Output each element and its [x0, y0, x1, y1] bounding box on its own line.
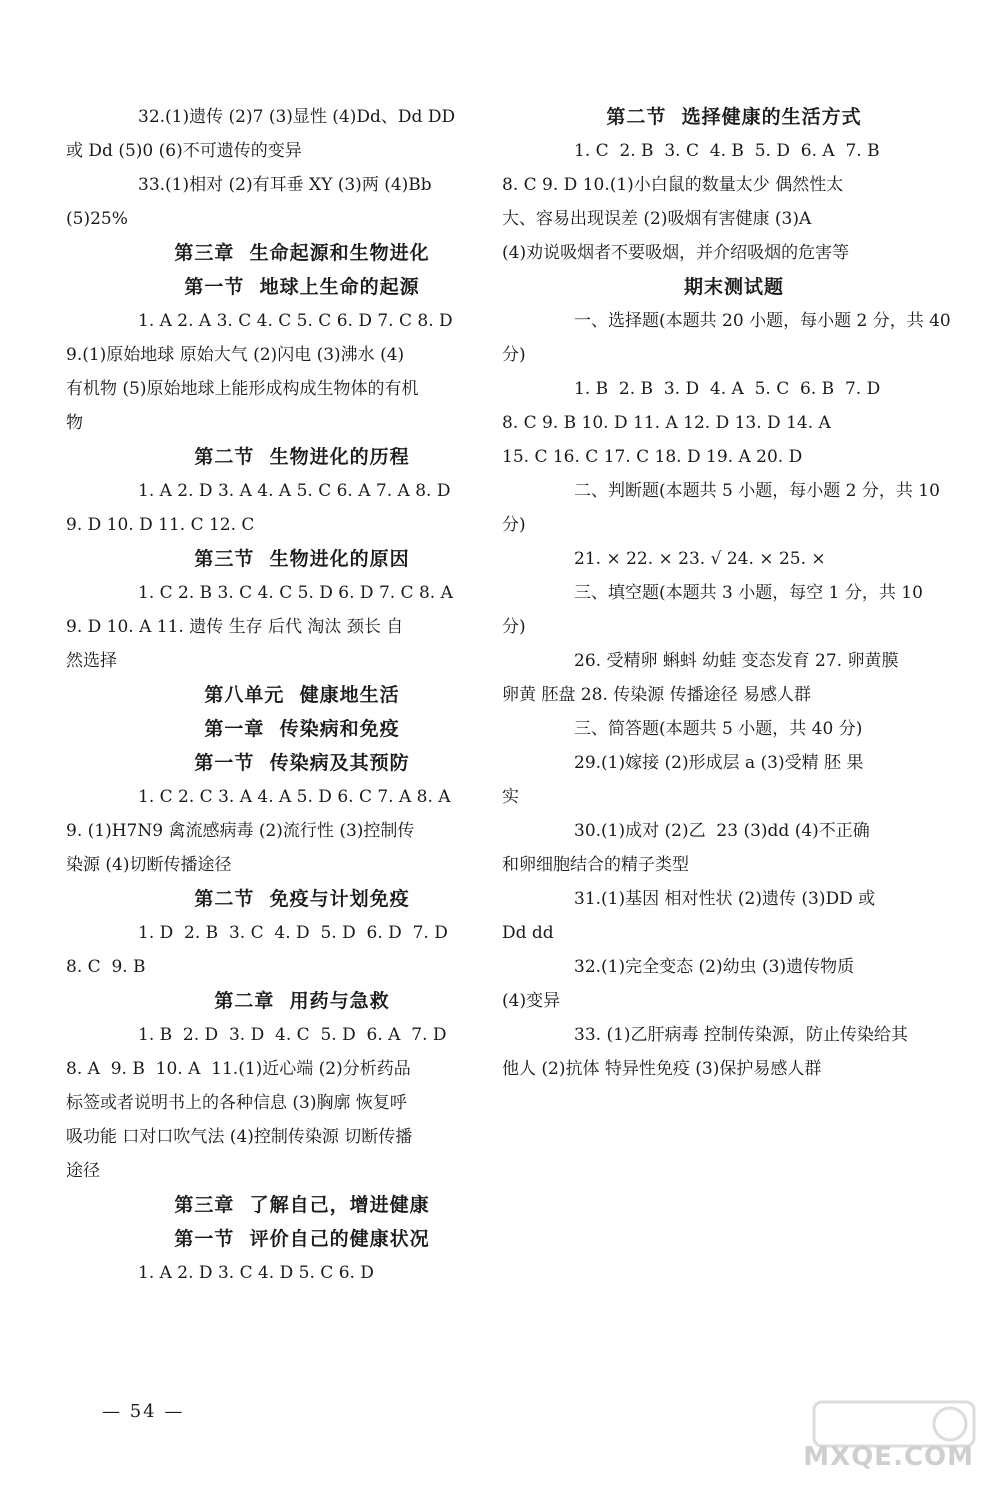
- answer-line: 33. (1)乙肝病毒 控制传染源，防止传染给其: [574, 1025, 908, 1045]
- section-heading: 第一节 评价自己的健康状况: [174, 1228, 430, 1250]
- section-heading: 第一节 地球上生命的起源: [184, 276, 420, 298]
- answer-line: 和卵细胞结合的精子类型: [502, 855, 689, 875]
- answer-line: 二、判断题(本题共 5 小题，每小题 2 分，共 10: [574, 481, 940, 501]
- answer-line: 物: [66, 413, 83, 433]
- answer-paragraph: [102, 1256, 502, 1290]
- answer-line: 8. A 9. B 10. A 11.(1)近心端 (2)分析药品: [66, 1059, 411, 1079]
- answer-line: 或 Dd (5)0 (6)不可遗传的变异: [66, 141, 302, 161]
- answer-line: 然选择: [66, 651, 117, 671]
- watermark-text: MXQE.COM: [803, 1442, 974, 1472]
- answer-line: 三、填空题(本题共 3 小题，每空 1 分，共 10: [574, 583, 923, 603]
- answer-line: 有机物 (5)原始地球上能形成构成生物体的有机: [66, 379, 419, 399]
- answer-line: 分): [502, 617, 526, 637]
- answer-line: (5)25%: [66, 209, 128, 229]
- answer-line: 实: [502, 787, 519, 807]
- answer-line: 分): [502, 345, 526, 365]
- answer-line: 26. 受精卵 蝌蚪 幼蛙 变态发育 27. 卵黄膜: [574, 651, 899, 671]
- answer-paragraph: [502, 814, 930, 882]
- answer-line: 标签或者说明书上的各种信息 (3)胸廓 恢复呼: [66, 1093, 407, 1113]
- answer-line: 1. B 2. B 3. D 4. A 5. C 6. B 7. D: [574, 379, 881, 399]
- page-number: — 54 —: [102, 1401, 185, 1422]
- answer-line: 大、容易出现误差 (2)吸烟有害健康 (3)A: [502, 209, 812, 229]
- answer-paragraph: [502, 746, 930, 814]
- section-heading: 第一章 传染病和免疫: [204, 718, 400, 740]
- section-heading: 期末测试题: [683, 276, 784, 298]
- answer-line: 三、简答题(本题共 5 小题，共 40 分): [574, 719, 863, 739]
- answer-line: 32.(1)遗传 (2)7 (3)显性 (4)Dd、Dd DD: [138, 107, 456, 127]
- answer-paragraph: [502, 1018, 930, 1086]
- answer-paragraph: [502, 950, 930, 1018]
- answer-paragraph: [66, 576, 502, 678]
- answer-line: 29.(1)嫁接 (2)形成层 a (3)受精 胚 果: [574, 753, 864, 773]
- section-heading: 第三节 生物进化的原因: [194, 548, 410, 570]
- section-heading: 第三章 了解自己，增进健康: [174, 1194, 430, 1216]
- answer-line: 1. D 2. B 3. C 4. D 5. D 6. D 7. D: [138, 923, 448, 943]
- section-heading: 第二节 生物进化的历程: [194, 446, 410, 468]
- right-column: [502, 100, 951, 1086]
- answer-paragraph: [502, 372, 930, 474]
- answer-line: 一、选择题(本题共 20 小题，每小题 2 分，共 40: [574, 311, 951, 331]
- answer-line: 30.(1)成对 (2)乙 23 (3)dd (4)不正确: [574, 821, 870, 841]
- section-heading: 第二章 用药与急救: [214, 990, 390, 1012]
- answer-line: 32.(1)完全变态 (2)幼虫 (3)遗传物质: [574, 957, 855, 977]
- answer-line: 1. A 2. D 3. A 4. A 5. C 6. A 7. A 8. D: [138, 481, 451, 501]
- answer-line: Dd dd: [502, 923, 554, 943]
- answer-line: 1. A 2. D 3. C 4. D 5. C 6. D: [138, 1263, 374, 1283]
- answer-line: 1. B 2. D 3. D 4. C 5. D 6. A 7. D: [138, 1025, 447, 1045]
- answer-line: 途径: [66, 1161, 100, 1181]
- answer-paragraph: [538, 542, 930, 576]
- answer-line: 8. C 9. B 10. D 11. A 12. D 13. D 14. A: [502, 413, 831, 433]
- answer-paragraph: [66, 474, 502, 542]
- section-heading: 第二节 免疫与计划免疫: [194, 888, 410, 910]
- answer-paragraph: [502, 644, 930, 712]
- section-heading: 第一节 传染病及其预防: [194, 752, 410, 774]
- answer-line: 9.(1)原始地球 原始大气 (2)闪电 (3)沸水 (4): [66, 345, 405, 365]
- answer-line: 分): [502, 515, 526, 535]
- section-heading: 第二节 选择健康的生活方式: [606, 106, 862, 128]
- answer-paragraph: [502, 474, 940, 542]
- answer-line: 15. C 16. C 17. C 18. D 19. A 20. D: [502, 447, 803, 467]
- section-heading: 第三章 生命起源和生物进化: [174, 242, 430, 264]
- answer-line: 9. D 10. D 11. C 12. C: [66, 515, 255, 535]
- answer-line: 31.(1)基因 相对性状 (2)遗传 (3)DD 或: [574, 889, 876, 909]
- answer-line: (4)劝说吸烟者不要吸烟，并介绍吸烟的危害等: [502, 243, 850, 263]
- left-column: [66, 100, 502, 1290]
- answer-paragraph: [502, 134, 930, 270]
- answer-paragraph: [66, 168, 502, 236]
- answer-line: 1. C 2. C 3. A 4. A 5. D 6. C 7. A 8. A: [138, 787, 451, 807]
- answer-paragraph: [538, 712, 930, 746]
- answer-line: 21. × 22. × 23. √ 24. × 25. ×: [574, 549, 826, 569]
- answer-line: 9. (1)H7N9 禽流感病毒 (2)流行性 (3)控制传: [66, 821, 415, 841]
- answer-line: 他人 (2)抗体 特异性免疫 (3)保护易感人群: [502, 1059, 822, 1079]
- answer-paragraph: [66, 1018, 502, 1188]
- answer-line: (4)变异: [502, 991, 561, 1011]
- answer-line: 卵黄 胚盘 28. 传染源 传播途径 易感人群: [502, 685, 812, 705]
- answer-paragraph: [502, 882, 930, 950]
- answer-paragraph: [502, 576, 930, 644]
- answer-paragraph: [66, 304, 502, 440]
- answer-paragraph: [66, 780, 502, 882]
- answer-line: 33.(1)相对 (2)有耳垂 XY (3)两 (4)Bb: [138, 175, 432, 195]
- answer-line: 1. C 2. B 3. C 4. C 5. D 6. D 7. C 8. A: [138, 583, 453, 603]
- answer-line: 9. D 10. A 11. 遗传 生存 后代 淘汰 颈长 自: [66, 617, 404, 637]
- answer-paragraph: [66, 916, 502, 984]
- answer-line: 8. C 9. B: [66, 957, 146, 977]
- answer-line: 吸功能 口对口吹气法 (4)控制传染源 切断传播: [66, 1127, 413, 1147]
- answer-paragraph: [502, 304, 951, 372]
- answer-line: 1. A 2. A 3. C 4. C 5. C 6. D 7. C 8. D: [138, 311, 453, 331]
- answer-paragraph: [66, 100, 502, 168]
- answer-line: 8. C 9. D 10.(1)小白鼠的数量太少 偶然性太: [502, 175, 844, 195]
- answer-line: 染源 (4)切断传播途径: [66, 855, 232, 875]
- answer-line: 1. C 2. B 3. C 4. B 5. D 6. A 7. B: [574, 141, 880, 161]
- section-heading: 第八单元 健康地生活: [204, 684, 400, 706]
